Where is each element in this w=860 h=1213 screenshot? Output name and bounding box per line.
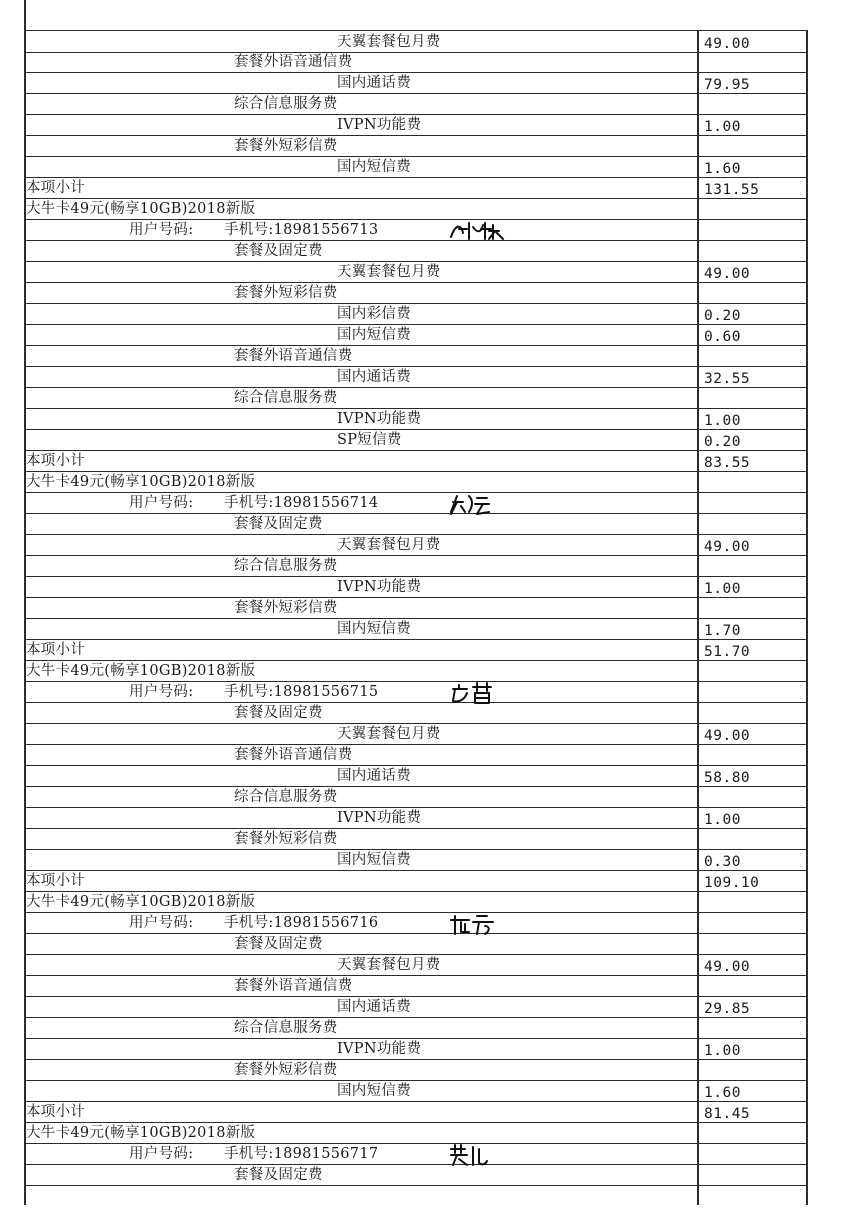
item-label: 套餐外语音通信费 (234, 348, 353, 364)
phone-number: 手机号:18981556715 (224, 684, 379, 700)
item-label: 用户号码: (129, 684, 194, 700)
amount-cell: 1.60 (704, 161, 741, 177)
table-row (24, 429, 808, 451)
table-row (24, 933, 808, 955)
table-row (24, 408, 808, 430)
item-label: 套餐外短彩信费 (234, 285, 338, 301)
plan-header-row (24, 198, 808, 220)
plan-header-row (24, 1122, 808, 1144)
amount-cell: 1.60 (704, 1085, 741, 1101)
item-label: 国内通话费 (337, 75, 411, 91)
item-label: 天翼套餐包月费 (337, 726, 441, 742)
item-label: 国内短信费 (337, 159, 411, 175)
item-label: 用户号码: (129, 222, 194, 238)
subtotal-amount: 131.55 (704, 182, 760, 198)
amount-cell: 0.30 (704, 854, 741, 870)
subscriber-row (24, 681, 808, 703)
phone-number: 手机号:18981556717 (224, 1146, 379, 1162)
item-label: 综合信息服务费 (234, 1020, 338, 1036)
table-row (24, 324, 808, 346)
item-label: 综合信息服务费 (234, 390, 338, 406)
item-label: 国内短信费 (337, 1083, 411, 1099)
table-row (24, 345, 808, 367)
item-label: 国内短信费 (337, 621, 411, 637)
amount-cell: 1.00 (704, 413, 741, 429)
item-label: 国内短信费 (337, 852, 411, 868)
item-label: 综合信息服务费 (234, 558, 338, 574)
subscriber-row (24, 492, 808, 514)
item-label: 套餐及固定费 (234, 243, 323, 259)
amount-cell: 0.20 (704, 308, 741, 324)
table-row (24, 261, 808, 283)
amount-cell: 58.80 (704, 770, 751, 786)
item-label: 国内彩信费 (337, 306, 411, 322)
item-label: 套餐及固定费 (234, 516, 323, 532)
table-row (24, 366, 808, 388)
amount-cell: 49.00 (704, 36, 751, 52)
table-row (24, 156, 808, 178)
table-row (24, 30, 808, 53)
plan-header-row (24, 660, 808, 682)
item-label: 天翼套餐包月费 (337, 537, 441, 553)
subtotal-row (24, 1101, 808, 1123)
table-row (24, 954, 808, 976)
table-row (24, 765, 808, 787)
table-row (24, 849, 808, 871)
subscriber-row (24, 912, 808, 934)
item-label: IVPN功能费 (337, 579, 422, 595)
table-row (24, 828, 808, 850)
subtotal-amount: 83.55 (704, 455, 751, 471)
item-label: 套餐外短彩信费 (234, 831, 338, 847)
item-label: 国内通话费 (337, 999, 411, 1015)
item-label: 大牛卡49元(畅享10GB)2018新版 (26, 663, 256, 679)
item-label: 用户号码: (129, 1146, 194, 1162)
amount-cell: 32.55 (704, 371, 751, 387)
table-row (24, 513, 808, 535)
table-row (24, 618, 808, 640)
item-label: 国内通话费 (337, 768, 411, 784)
item-label: 天翼套餐包月费 (337, 957, 441, 973)
table-row (24, 702, 808, 724)
amount-cell: 0.60 (704, 329, 741, 345)
table-row (24, 114, 808, 136)
phone-number: 手机号:18981556716 (224, 915, 379, 931)
table-row (24, 555, 808, 577)
item-label: 国内短信费 (337, 327, 411, 343)
table-row (24, 1017, 808, 1039)
item-label: 大牛卡49元(畅享10GB)2018新版 (26, 201, 256, 217)
item-label: 大牛卡49元(畅享10GB)2018新版 (26, 894, 256, 910)
subtotal-amount: 81.45 (704, 1106, 751, 1122)
amount-cell: 49.00 (704, 266, 751, 282)
amount-cell: 49.00 (704, 959, 751, 975)
table-row (24, 93, 808, 115)
item-label: 套餐外短彩信费 (234, 138, 338, 154)
item-label: 套餐外语音通信费 (234, 978, 353, 994)
item-label: 大牛卡49元(畅享10GB)2018新版 (26, 474, 256, 490)
item-label: IVPN功能费 (337, 411, 422, 427)
amount-cell: 49.00 (704, 728, 751, 744)
table-row (24, 387, 808, 409)
subtotal-row (24, 639, 808, 661)
table-row (24, 303, 808, 325)
table-row (24, 282, 808, 304)
table-row (24, 1038, 808, 1060)
item-label: 套餐及固定费 (234, 936, 323, 952)
item-label: IVPN功能费 (337, 1041, 422, 1057)
amount-cell: 1.00 (704, 812, 741, 828)
item-label: 用户号码: (129, 915, 194, 931)
table-row (24, 576, 808, 598)
table-row (24, 996, 808, 1018)
table-row (24, 534, 808, 556)
amount-cell: 1.00 (704, 119, 741, 135)
table-row (24, 72, 808, 94)
subtotal-amount: 51.70 (704, 644, 751, 660)
item-label: 套餐外语音通信费 (234, 54, 353, 70)
table-row (24, 723, 808, 745)
item-label: 套餐外短彩信费 (234, 1062, 338, 1078)
item-label: 天翼套餐包月费 (337, 264, 441, 280)
subtotal-label: 本项小计 (26, 180, 86, 196)
table-row (24, 135, 808, 157)
item-label: 用户号码: (129, 495, 194, 511)
amount-cell: 1.00 (704, 1043, 741, 1059)
plan-header-row (24, 891, 808, 913)
subtotal-row (24, 177, 808, 199)
phone-number: 手机号:18981556713 (224, 222, 379, 238)
plan-header-row (24, 471, 808, 493)
subtotal-label: 本项小计 (26, 453, 86, 469)
table-row (24, 51, 808, 73)
subtotal-label: 本项小计 (26, 642, 86, 658)
subtotal-label: 本项小计 (26, 873, 86, 889)
item-label: IVPN功能费 (337, 810, 422, 826)
amount-cell: 0.20 (704, 434, 741, 450)
table-row (24, 744, 808, 766)
table-row (24, 597, 808, 619)
subscriber-row (24, 219, 808, 241)
subtotal-row (24, 450, 808, 472)
table-row (24, 807, 808, 829)
table-row (24, 975, 808, 997)
item-label: 综合信息服务费 (234, 96, 338, 112)
amount-cell: 79.95 (704, 77, 751, 93)
table-row (24, 1080, 808, 1102)
table-row (24, 1164, 808, 1186)
subtotal-amount: 109.10 (704, 875, 760, 891)
item-label: 综合信息服务费 (234, 789, 338, 805)
item-label: IVPN功能费 (337, 117, 422, 133)
amount-cell: 1.00 (704, 581, 741, 597)
amount-cell: 49.00 (704, 539, 751, 555)
item-label: 套餐外短彩信费 (234, 600, 338, 616)
table-row (24, 1059, 808, 1081)
subscriber-row (24, 1143, 808, 1165)
subtotal-row (24, 870, 808, 892)
item-label: 套餐及固定费 (234, 705, 323, 721)
phone-number: 手机号:18981556714 (224, 495, 379, 511)
bill-table (24, 30, 808, 1205)
item-label: 国内通话费 (337, 369, 411, 385)
item-label: 天翼套餐包月费 (337, 34, 441, 50)
item-label: 套餐及固定费 (234, 1167, 323, 1183)
amount-cell: 1.70 (704, 623, 741, 639)
table-row (24, 786, 808, 808)
item-label: 大牛卡49元(畅享10GB)2018新版 (26, 1125, 256, 1141)
amount-cell: 29.85 (704, 1001, 751, 1017)
item-label: SP短信费 (337, 432, 402, 448)
subtotal-label: 本项小计 (26, 1104, 86, 1120)
item-label: 套餐外语音通信费 (234, 747, 353, 763)
table-row (24, 240, 808, 262)
